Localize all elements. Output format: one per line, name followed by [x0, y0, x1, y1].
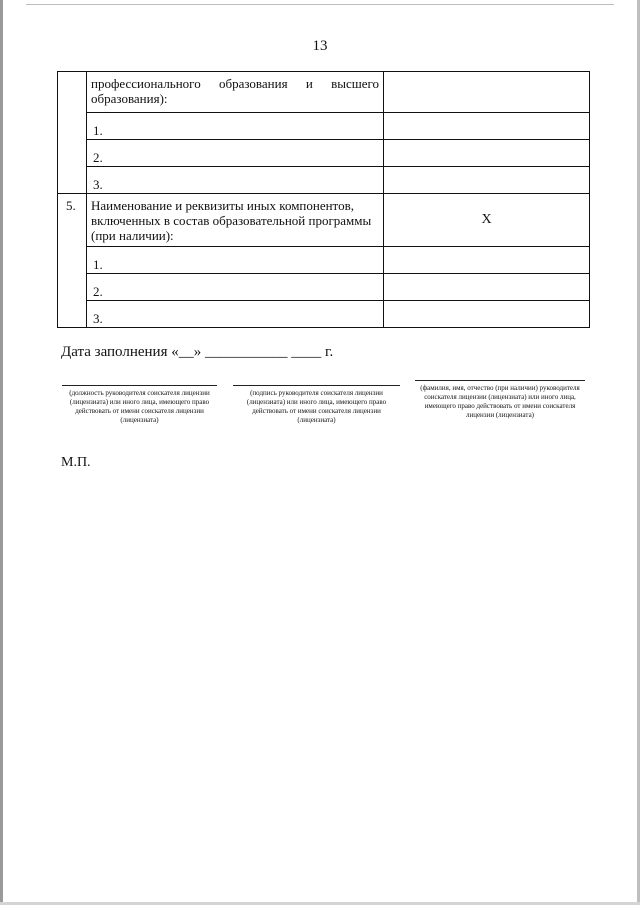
signature-line [233, 385, 400, 386]
table-row [58, 167, 590, 194]
item-cell [87, 301, 384, 328]
item-number: 2. [93, 150, 103, 165]
item-cell [87, 274, 384, 301]
x-mark: X [481, 212, 492, 227]
row-number-cell [58, 194, 87, 328]
description-cell [87, 72, 384, 113]
signature-caption: (должность руководителя соискателя лицензии (лицензиата) или иного лица, имеющего право действовать от имени соискателя лицензии (лицензиата) [69, 389, 210, 424]
item-cell [87, 113, 384, 140]
components-table [57, 71, 590, 328]
table-row [58, 72, 590, 113]
page-number: 13 [312, 38, 328, 54]
table-row [58, 274, 590, 301]
value-cell [384, 113, 590, 140]
table-row [58, 140, 590, 167]
table-row [58, 301, 590, 328]
fill-date-line: Дата заполнения «__» ___________ ____ г. [61, 344, 334, 360]
scan-edge-top [26, 4, 614, 5]
table-row [58, 194, 590, 247]
value-cell [384, 167, 590, 194]
value-cell [384, 274, 590, 301]
signature-caption: (подпись руководителя соискателя лицензии (лицензиата) или иного лица, имеющего право действовать от имени соискателя лицензии (лицензиата) [246, 389, 387, 424]
item-number: 3. [93, 311, 103, 326]
table-row [58, 113, 590, 140]
value-cell [384, 140, 590, 167]
signature-line [62, 385, 217, 386]
signature-sign-block [233, 385, 400, 425]
signature-line [415, 380, 585, 381]
item-cell [87, 247, 384, 274]
signature-name-block [415, 380, 585, 420]
value-cell [384, 301, 590, 328]
item-number: 2. [93, 284, 103, 299]
value-cell [384, 72, 590, 113]
components-text: Наименование и реквизиты иных компонентов, включенных в состав образовательной программы (при наличии): [91, 198, 372, 243]
row-number: 5. [66, 198, 76, 213]
education-text: профессионального образования и высшего образования): [91, 76, 379, 106]
item-number: 3. [93, 177, 103, 192]
signature-position-block [62, 385, 217, 425]
stamp-label: М.П. [61, 455, 91, 470]
table-row [58, 247, 590, 274]
item-cell [87, 167, 384, 194]
description-cell [87, 194, 384, 247]
value-cell [384, 247, 590, 274]
item-cell [87, 140, 384, 167]
scan-edge-left [0, 0, 3, 905]
item-number: 1. [93, 123, 103, 138]
row-number-cell [58, 72, 87, 194]
value-cell [384, 194, 590, 247]
signature-caption: (фамилия, имя, отчество (при наличии) руководителя соискателя лицензии (лицензиата) или иного лица, имеющего право действовать от имени соискателя лицензии (лицензиата) [420, 384, 580, 419]
item-number: 1. [93, 257, 103, 272]
